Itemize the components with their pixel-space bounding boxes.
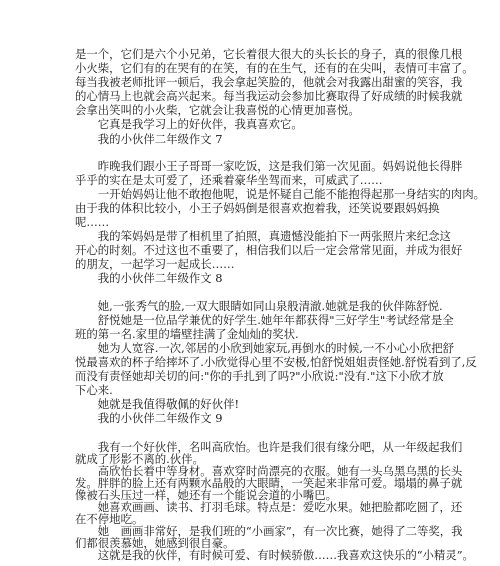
text-line: 开心的时刻。不过这也不重要了，相信我们以后一定会常常见面，并成为很好: [75, 243, 463, 257]
text-line: 像被石头压过一样，她还有一个能说会道的小嘴巴。: [75, 488, 337, 502]
text-line: 就成了形影不离的.伙伴。: [75, 452, 204, 466]
text-line: 她 画画非常好，是我们班的“小画家”，有一次比赛，她得了二等奖，我: [75, 524, 463, 538]
text-line: 她为人宽容.一次,邻居的小欣到她家玩,再倒水的时候,一不小心小欣把舒: [75, 341, 454, 355]
text-line: 她就是我值得敬佩的好伙伴!: [75, 397, 240, 411]
text-line: 这就是我的伙伴，有时候可爱、有时候骄傲……我喜欢这快乐的“小精灵”。: [75, 548, 474, 562]
text-line: 们都很羡慕她，她感到很自豪。: [75, 536, 235, 550]
text-line: 它真是我学习上的好伙伴，我真喜欢它。: [75, 117, 303, 131]
text-line: 乎乎的实在是太可爱了，还乘着豪华坐驾而来，可威武了……: [75, 173, 383, 187]
text-line: 舒悦她是一位品学兼优的好学生.她年年都获得"三好学生"考试经常是全: [75, 313, 454, 327]
text-line: 在不停地吃。: [75, 512, 144, 526]
text-line: 昨晚我们跟小王子哥哥一家吃饭，这是我们第一次见面。妈妈说他长得胖: [75, 159, 463, 173]
text-line: 班的第一名.家里的墙壁挂满了金灿灿的奖状.: [75, 327, 299, 341]
text-line: 我的小伙伴二年级作文 8: [75, 271, 223, 285]
text-line: 由于我的体积比较小，小王子妈妈倒是很喜欢抱着我，还笑说要跟妈妈换: [75, 201, 440, 215]
text-line: 我有一个好伙伴，名叫高欣怡。也许是我们很有缘分吧，从一年级起我们: [75, 440, 463, 454]
text-line: 是一个，它们是六个小兄弟，它长着很大很大的头长长的身子，真的很像几根: [75, 47, 463, 61]
text-line: 的朋友，一起学习一起成长……: [75, 257, 235, 271]
text-line: 她喜欢画画、读书、打羽毛球。特点是：爱吃水果。她把脸都吃圆了，还: [75, 500, 463, 514]
text-line: 我的小伙伴二年级作文 9: [75, 411, 223, 425]
text-line: 悦最喜欢的杯子给摔坏了.小欣觉得心里不安极,怕舒悦姐姐责怪她.舒悦看到了,反: [75, 355, 477, 369]
text-line: 每当我被老师批评一顿后，我会拿起笑脸的，他就会对我露出甜蜜的笑容，我: [75, 75, 463, 89]
text-line: 我的小伙伴二年级作文 7: [75, 132, 223, 146]
text-line: 呢……: [75, 215, 110, 229]
text-line: 我的笨妈妈是带了相机里了拍照，真遗憾没能拍下一两张照片来纪念这: [75, 229, 451, 243]
text-line: 发。胖胖的脸上还有两颗水晶般的大眼睛，一笑起来非常可爱。塌塌的鼻子就: [75, 476, 463, 490]
text-line: 小火柴，它们有的在哭有的在笑，有的在生气，还有的在尖叫，表情可丰富了。: [75, 61, 474, 75]
text-line: 而没有责怪她却关切的问:"你的手扎到了吗?"小欣说:"没有."这下小欣才放: [75, 369, 444, 383]
text-line: 会拿出笑叫的小火柴，它就会让我喜悦的心情更加喜悦。: [75, 103, 360, 117]
text-line: 她,一张秀气的脸,一双大眼睛如同山泉般清澈.她就是我的伙伴陈舒悦.: [75, 299, 443, 313]
text-line: 一开始妈妈让他不敢抱他呢，说是怀疑自己能不能抱得起那一身结实的肉肉。: [75, 187, 486, 201]
text-line: 下心来.: [75, 383, 113, 397]
text-line: 高欣怡长着中等身材。喜欢穿时尚漂亮的衣服。她有一头乌黑乌黑的长头: [75, 464, 463, 478]
text-line: 的心情马上也就会高兴起来。每当我运动会参加比赛取得了好成绩的时候我就: [75, 89, 463, 103]
